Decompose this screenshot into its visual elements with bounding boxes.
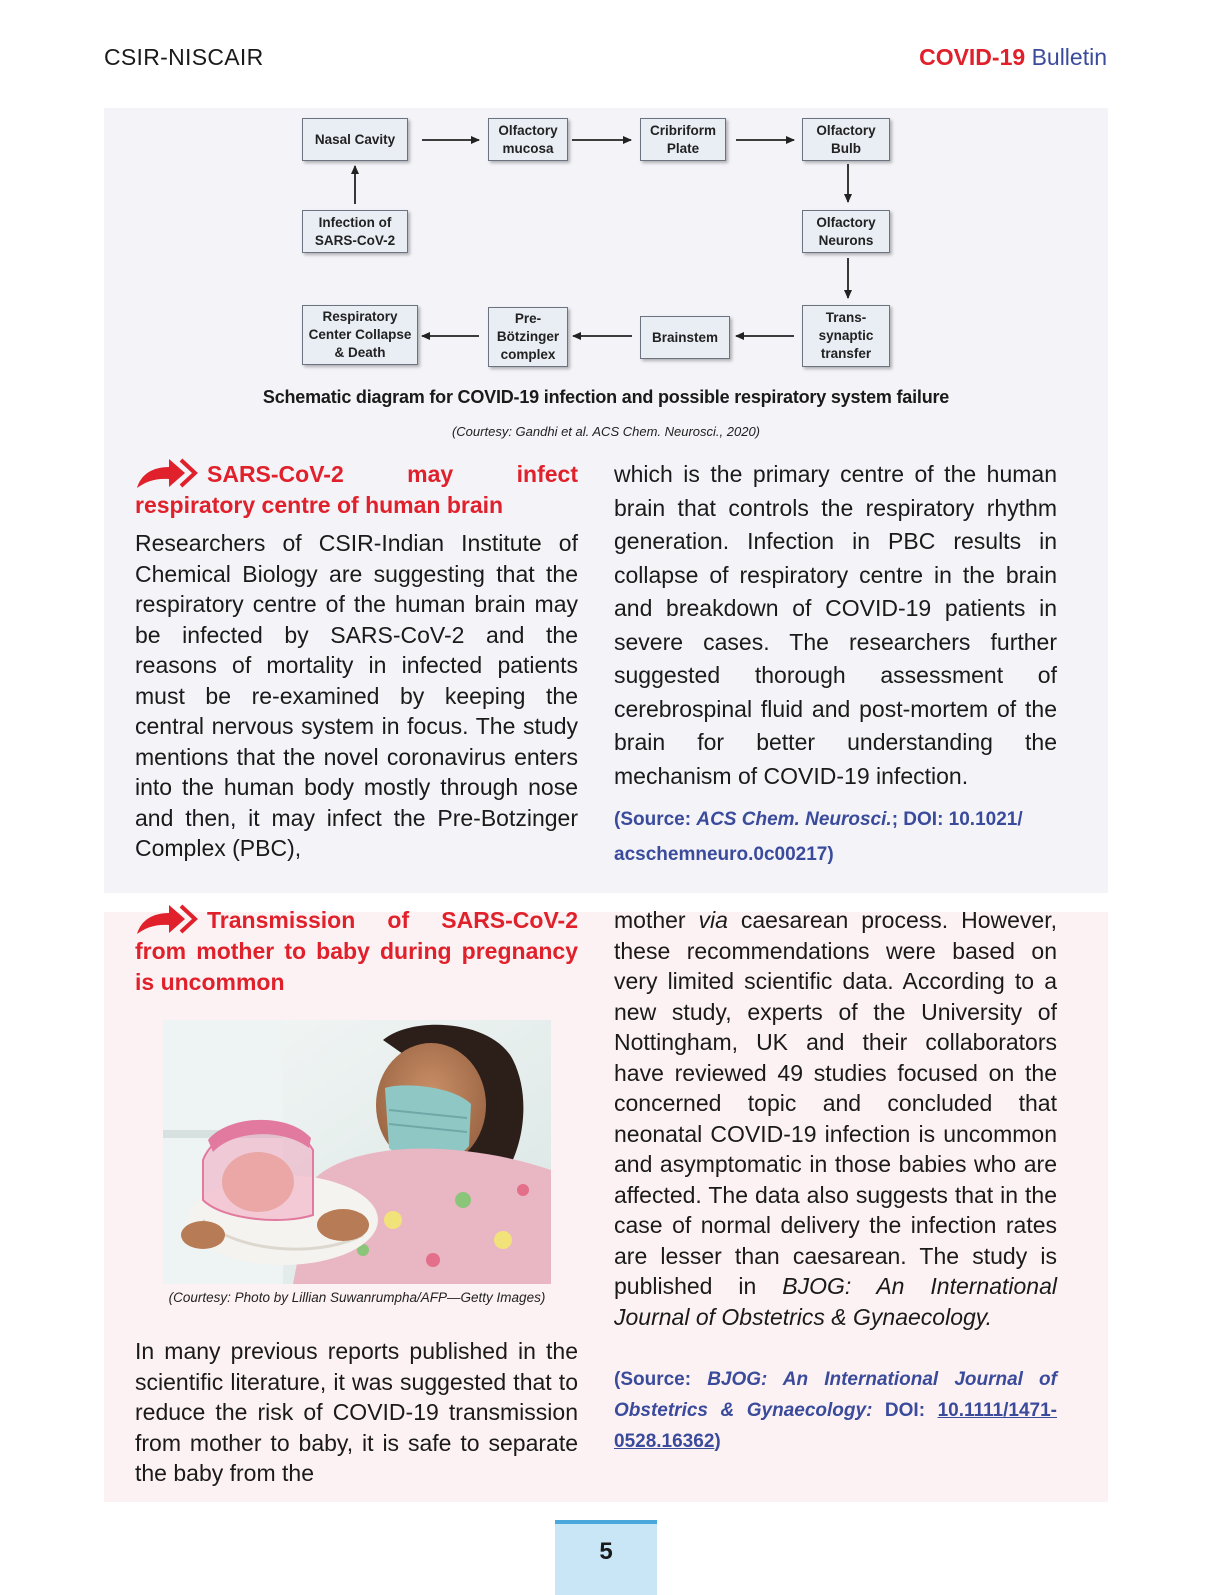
node-trans-synaptic: Trans- synaptic transfer bbox=[802, 305, 890, 367]
header-bulletin: Bulletin bbox=[1031, 44, 1107, 70]
header-brand: COVID-19 bbox=[919, 44, 1026, 70]
article2-heading-block bbox=[135, 902, 578, 998]
mother-baby-photo-image bbox=[163, 1020, 551, 1284]
article2-source-prefix: (Source: bbox=[614, 1369, 708, 1390]
article-panel-2 bbox=[104, 907, 1108, 1502]
article2-col2-a: mother bbox=[614, 907, 699, 933]
article1-heading-block bbox=[135, 456, 578, 521]
flow-diagram bbox=[104, 108, 1108, 388]
article1-col2: which is the primary centre of the human brain that controls the respiratory rhythm generation. Infection in PBC results in collapse of respiratory centre in the brain and breakdown of COVID-19 patients in severe cases. The researchers further suggested thorough assessment of cerebrospinal fluid and post-mortem of the brain for better understanding the mechanism of COVID-19 infection. bbox=[614, 461, 1057, 789]
node-infection: Infection of SARS-CoV-2 bbox=[302, 210, 408, 253]
node-olfactory-mucosa: Olfactory mucosa bbox=[488, 118, 568, 161]
article1-source-prefix: (Source: bbox=[614, 809, 697, 830]
node-brainstem: Brainstem bbox=[640, 316, 730, 359]
page-number-label: 5 bbox=[599, 1538, 613, 1565]
header-right bbox=[919, 44, 1107, 71]
article2-col2-via: via bbox=[698, 907, 728, 933]
red-arrow-icon bbox=[135, 902, 201, 936]
node-olfactory-bulb: Olfactory Bulb bbox=[802, 118, 890, 161]
node-respiratory-collapse: Respiratory Center Collapse & Death bbox=[302, 305, 418, 365]
diagram-courtesy: (Courtesy: Gandhi et al. ACS Chem. Neurosci., 2020) bbox=[451, 424, 761, 439]
article2-source-close: ) bbox=[714, 1431, 721, 1452]
diagram-caption: Schematic diagram for COVID-19 infection and possible respiratory system failure bbox=[262, 387, 950, 407]
node-olfactory-neurons: Olfactory Neurons bbox=[802, 210, 890, 253]
article1-source bbox=[614, 802, 1057, 872]
article2-col2 bbox=[614, 905, 1057, 1332]
node-pre-botzinger: Pre- Bötzinger complex bbox=[488, 307, 568, 367]
article2-source-journal: BJOG: An International Journal of Obstetrics & Gynaecology: bbox=[614, 1369, 1057, 1421]
article2-heading: Transmission of SARS-CoV-2 from mother to baby during pregnancy is uncommon bbox=[135, 907, 578, 995]
mother-baby-photo bbox=[163, 1020, 551, 1284]
article1-col1: Researchers of CSIR-Indian Institute of Chemical Biology are suggesting that the respiratory centre of the human brain may be infected by SARS-CoV-2 and the reasons of mortality in infected patients must be re-examined by keeping the central nervous system in focus. The study mentions that the novel coronavirus enters into the human body mostly through nose and then, it may infect the Pre-Botzinger Complex (PBC), bbox=[135, 530, 578, 861]
diagram-arrows bbox=[104, 108, 1108, 388]
article2-source-doi-label: DOI: bbox=[872, 1400, 938, 1421]
article2-col2-journal: BJOG: An International Journal of Obstetrics & Gynaecology. bbox=[614, 1273, 1057, 1330]
article1-source-doi: ; DOI: 10.1021/ acschemneuro.0c00217) bbox=[614, 809, 1023, 865]
article2-source bbox=[614, 1364, 1057, 1457]
article2-col1: In many previous reports published in the scientific literature, it was suggested that to reduce the risk of COVID-19 transmission from mother to baby, it is safe to separate the baby from the bbox=[135, 1338, 578, 1486]
article2-col2-b: caesarean process. However, these recommendations were based on very limited scientific data. According to a new study, experts of the University of Nottingham, UK and their collaborators have reviewed 49 studies focused on the concerned topic and concluded that neonatal COVID-19 infection is uncommon and asymptomatic in those babies who are affected. The data also suggests that in the case of normal delivery the infection rates are lesser than caesarean. The study is published in bbox=[614, 907, 1057, 1299]
article-panel-1 bbox=[104, 108, 1108, 893]
header-left: CSIR-NISCAIR bbox=[104, 44, 264, 70]
node-nasal-cavity: Nasal Cavity bbox=[302, 118, 408, 161]
article1-heading: SARS-CoV-2 may infect respiratory centre of human brain bbox=[135, 461, 578, 518]
red-arrow-icon bbox=[135, 456, 201, 490]
page-number bbox=[555, 1520, 657, 1595]
node-cribriform-plate: Cribriform Plate bbox=[640, 118, 726, 161]
article1-source-journal: ACS Chem. Neurosci. bbox=[696, 809, 892, 830]
photo-courtesy: (Courtesy: Photo by Lillian Suwanrumpha/AFP—Getty Images) bbox=[168, 1290, 546, 1305]
article2-source-doi-link[interactable]: 10.1111/1471-0528.16362 bbox=[614, 1400, 1057, 1452]
